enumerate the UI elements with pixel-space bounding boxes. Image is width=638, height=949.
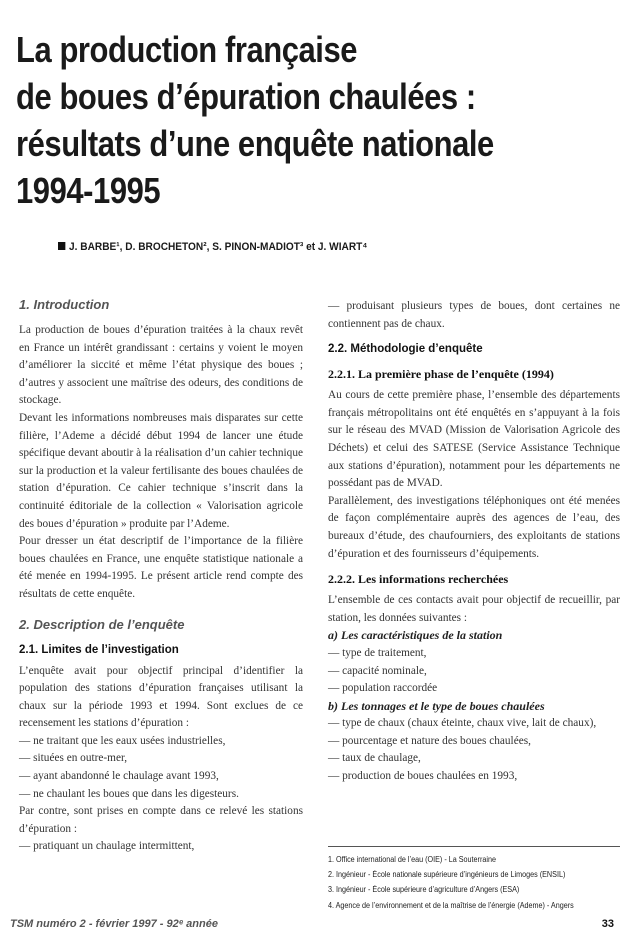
paragraph: Par contre, sont prises en compte dans ce relevé les stations d’épuration : — [19, 805, 303, 835]
page-number: 33 — [601, 918, 614, 930]
title-line: de boues d’épuration chaulées : — [16, 76, 476, 117]
footnotes — [328, 846, 620, 913]
list-item: — type de chaux (chaux éteinte, chaux vive, lait de chaux), — [328, 717, 597, 730]
paragraph: — produisant plusieurs types de boues, dont certaines ne contiennent pas de chaux. — [328, 300, 620, 330]
title-line: La production française — [16, 29, 358, 70]
list-subheading: a) Les caractéristiques de la station — [328, 628, 503, 643]
list-item: — ne chaulant les boues que dans les digesteurs. — [19, 787, 239, 800]
section-heading-introduction: 1. Introduction — [19, 297, 110, 312]
list-item: — production de boues chaulées en 1993, — [328, 770, 518, 783]
subsection-heading-methodology: 2.2. Méthodologie d’enquête — [328, 343, 483, 356]
footnote: 2. Ingénieur - École nationale supérieure d’ingénieurs de Limoges (ENSIL) — [328, 870, 566, 880]
left-column — [19, 296, 303, 856]
paragraph: Parallèlement, des investigations téléphoniques ont été menées de façon complémentaire auprès des agences de l’eau, des bureaux d’étude, des chaufourniers, des exploitants de stations d’épuration et des fournisseurs d’équipements. — [328, 494, 620, 560]
title-line: résultats d’une enquête nationale — [16, 123, 494, 164]
author-line — [58, 241, 573, 253]
list-item: — pourcentage et nature des boues chaulées, — [328, 734, 531, 747]
footnote: 3. Ingénieur - École supérieure d’agriculture d’Angers (ESA) — [328, 885, 520, 895]
journal-footer: TSM numéro 2 - février 1997 - 92ᵉ année — [10, 918, 218, 930]
authors-text: J. BARBE¹, D. BROCHETON², S. PINON-MADIOT³ et J. WIART⁴ — [69, 241, 368, 253]
bullet-square-icon — [58, 242, 65, 250]
paragraph: L’ensemble de ces contacts avait pour objectif de recueillir, par station, les données suivantes : — [328, 594, 620, 624]
paragraph: Pour dresser un état descriptif de l’importance de la filière boues chaulées en France, une enquête statistique nationale a été menée en 1994-1995. Le présent article rend compte des résultats de cette enquête. — [19, 535, 303, 600]
paragraph: La production de boues d’épuration traitées à la chaux revêt en France un intérêt grandissant : certains y voient le moyen d’améliorer la siccité et même l’état physique des boues ; d’autres y associent une maîtrise des odeurs, des conditions de stockage. — [19, 324, 303, 407]
paragraph: Devant les informations nombreuses mais disparates sur cette filière, l’Ademe a décidé début 1994 de lancer une étude spécifique devant aboutir à la réalisation d’un cahier technique sur la production et la valeur fertilisante des boues chaulées de station d’épuration. Ce cahier technique s’inscrit dans la continuité éditoriale de la collection « Valorisation agricole des boues d’épuration » produite par l’Ademe. — [19, 411, 303, 530]
list-item: — ayant abandonné le chaulage avant 1993, — [19, 770, 219, 783]
list-item: — situées en outre-mer, — [19, 752, 128, 765]
list-item: — pratiquant un chaulage intermittent, — [19, 840, 195, 853]
footnote: 1. Office international de l’eau (OIE) - La Souterraine — [328, 855, 496, 864]
paragraph: Au cours de cette première phase, l’ensemble des départements français métropolitains ont été enquêtés en s’appuyant à la fois sur le réseau des MVAD (Mission de Valorisation Agricole des Déchets) et celui des SATESE (Service Assistance Technique aux stations d’épuration), notamment pour les départements ne possédant pas de MVAD. — [328, 389, 620, 490]
paragraph: L’enquête avait pour objectif principal d’identifier la population des stations d’épuration françaises utilisant la chaux sur la période 1993 et 1994. Sont exclues de ce recensement les stations d’épuration : — [19, 664, 303, 730]
list-item: — capacité nominale, — [328, 664, 427, 677]
list-item: — taux de chaulage, — [328, 752, 421, 765]
list-item: — ne traitant que les eaux usées industrielles, — [19, 734, 226, 747]
footnote: 4. Agence de l’environnement et de la maîtrise de l’énergie (Ademe) - Angers — [328, 900, 574, 910]
list-subheading: b) Les tonnages et le type de boues chaulées — [328, 698, 545, 713]
list-item: — type de traitement, — [328, 646, 427, 659]
title-line: 1994-1995 — [16, 170, 161, 211]
subsubsection-heading-information: 2.2.2. Les informations recherchées — [328, 572, 509, 587]
subsubsection-heading-phase: 2.2.1. La première phase de l’enquête (1994) — [328, 367, 554, 382]
section-heading-description: 2. Description de l’enquête — [19, 616, 185, 632]
right-column — [328, 298, 620, 786]
list-item: — population raccordée — [328, 682, 438, 695]
subsection-heading-limits: 2.1. Limites de l’investigation — [19, 643, 179, 656]
article-title — [16, 26, 532, 214]
